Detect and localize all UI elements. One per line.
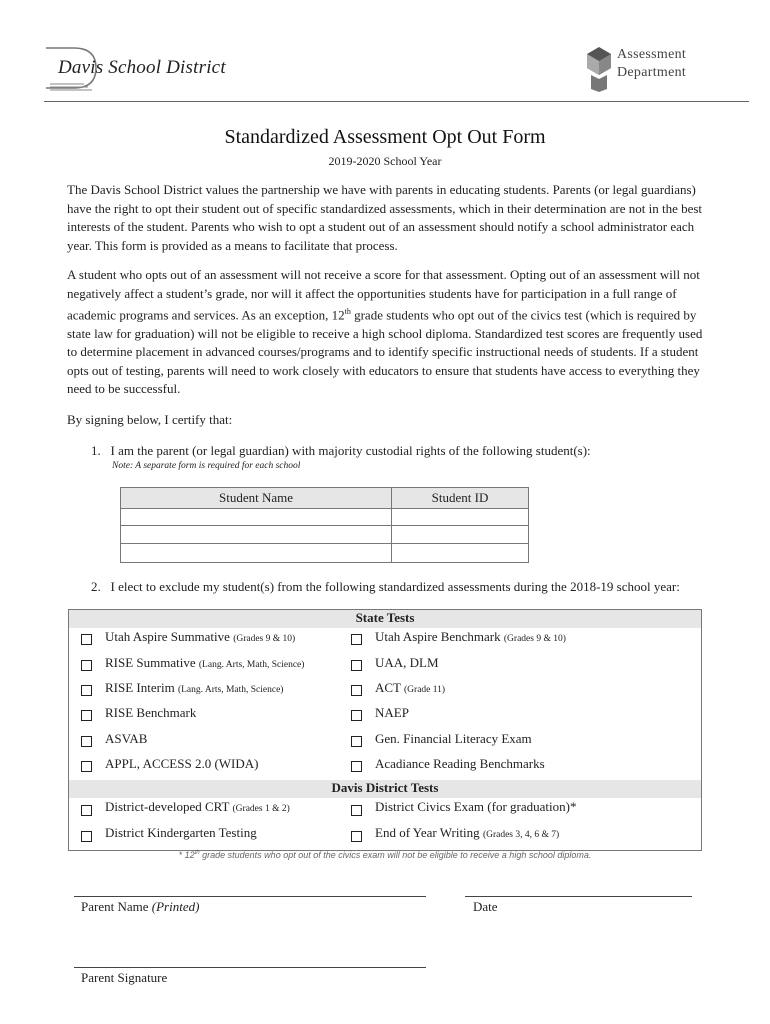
para2-part2: grade students who opt out of the civics test (which is required by state law for graduation) will not be eligible to receive a high school diploma. Standardized test scores are frequently used to determine placement in advanced courses/programs and to identify specific instructional needs of students. If a student opts out of testing, parents will need to work closely with educators to ensure that students have access to everything they need to be successful. xyxy=(67,307,703,397)
test-name: Utah Aspire Summative xyxy=(105,629,230,644)
separate-form-note: Note: A separate form is required for each school xyxy=(112,461,301,471)
test-name: District-developed CRT xyxy=(105,799,230,814)
printed-suffix: (Printed) xyxy=(151,899,200,914)
page-title: Standardized Assessment Opt Out Form xyxy=(224,126,546,148)
test-option xyxy=(375,825,559,841)
checkbox[interactable] xyxy=(81,685,92,696)
student-table xyxy=(120,487,529,563)
test-option xyxy=(105,655,304,671)
test-detail: (Grades 9 & 10) xyxy=(233,634,296,644)
student-id-header: Student ID xyxy=(431,490,489,505)
test-detail: (Grades 3, 4, 6 & 7) xyxy=(482,830,560,840)
test-option xyxy=(375,731,532,747)
test-option xyxy=(375,629,566,645)
test-option xyxy=(375,655,439,671)
test-option xyxy=(105,756,259,772)
parent-name-label xyxy=(81,899,199,915)
item-1-text: I am the parent (or legal guardian) with majority custodial rights of the following student(s): xyxy=(110,443,591,458)
certify-statement: By signing below, I certify that: xyxy=(67,412,233,427)
checkbox[interactable] xyxy=(351,660,362,671)
student-name-header: Student Name xyxy=(218,490,293,505)
test-name: Gen. Financial Literacy Exam xyxy=(375,731,532,746)
student-id-input-1[interactable] xyxy=(392,509,528,525)
checkbox[interactable] xyxy=(351,634,362,645)
student-id-input-2[interactable] xyxy=(392,526,528,543)
footnote-post: grade students who opt out of the civics exam will not be eligible to receive a high school diploma. xyxy=(199,850,592,860)
test-name: RISE Summative xyxy=(105,655,196,670)
test-name: Acadiance Reading Benchmarks xyxy=(375,756,545,771)
checkbox[interactable] xyxy=(81,831,92,842)
student-name-input-3[interactable] xyxy=(121,544,391,561)
checkbox[interactable] xyxy=(81,660,92,671)
district-logo xyxy=(44,44,244,94)
parent-name-label-text: Parent Name xyxy=(81,899,149,914)
student-name-input-1[interactable] xyxy=(121,509,391,525)
test-name: ACT xyxy=(375,680,401,695)
parent-name-line[interactable] xyxy=(74,896,426,897)
test-option xyxy=(375,799,576,815)
para2-part1: A student who opts out of an assessment will not receive a score for that assessment. Opting out of an assessment will not negatively affect a student’s grade, nor will it affect the opportunities students have for participation in a full range of academic programs and services. As an exception, 12 xyxy=(67,267,700,323)
item-1 xyxy=(91,443,591,459)
state-tests-header: State Tests xyxy=(69,610,701,628)
test-option xyxy=(105,731,147,747)
test-name: ASVAB xyxy=(105,731,148,746)
test-name: RISE Benchmark xyxy=(105,705,197,720)
item-2 xyxy=(91,579,680,595)
test-name: NAEP xyxy=(375,705,409,720)
test-name: Utah Aspire Benchmark xyxy=(375,629,501,644)
test-name: RISE Interim xyxy=(105,680,175,695)
date-label: Date xyxy=(473,899,498,914)
item-2-text: I elect to exclude my student(s) from the following standardized assessments during the 2018-19 school year: xyxy=(110,579,680,594)
test-detail: (Grade 11) xyxy=(404,685,446,695)
test-option xyxy=(105,825,257,841)
checkbox[interactable] xyxy=(351,805,362,816)
assessment-department-logo xyxy=(585,45,725,93)
checkbox[interactable] xyxy=(351,761,362,772)
parent-signature-line[interactable] xyxy=(74,967,426,968)
test-detail: (Lang. Arts, Math, Science) xyxy=(177,685,284,695)
test-detail: (Lang. Arts, Math, Science) xyxy=(198,660,305,670)
test-name: APPL, ACCESS 2.0 (WIDA) xyxy=(105,756,259,771)
test-name: End of Year Writing xyxy=(375,825,480,840)
test-name: UAA, DLM xyxy=(375,655,439,670)
test-option xyxy=(375,705,409,721)
checkbox[interactable] xyxy=(81,634,92,645)
footnote-sup: th xyxy=(194,850,200,856)
checkbox[interactable] xyxy=(81,805,92,816)
test-option xyxy=(105,799,290,815)
student-id-input-3[interactable] xyxy=(392,544,528,561)
test-detail: (Grades 1 & 2) xyxy=(232,804,290,814)
item-1-number: 1. xyxy=(91,443,101,458)
parent-signature-label: Parent Signature xyxy=(81,970,168,985)
district-name: Davis School District xyxy=(58,57,226,78)
civics-footnote xyxy=(0,850,770,860)
dept-name-line1: Assessment xyxy=(617,47,687,62)
student-name-input-2[interactable] xyxy=(121,526,391,543)
test-name: District Kindergarten Testing xyxy=(105,825,257,840)
checkbox[interactable] xyxy=(81,761,92,772)
header-divider xyxy=(44,101,749,102)
intro-paragraph: The Davis School District values the partnership we have with parents in educating students. Parents (or legal guardians) have the right to opt their student out of specific standardized assessments, which in their determination are not in the best interests of the student. Parents who wish to opt a student out of an assessment should notify a school administrator each year. This form is provided as a means to facilitate that process. xyxy=(67,182,703,253)
checkbox[interactable] xyxy=(351,685,362,696)
opt-out-consequence-paragraph xyxy=(67,266,707,399)
checkbox[interactable] xyxy=(351,710,362,721)
test-option xyxy=(105,705,196,721)
dept-name-line2: Department xyxy=(617,65,687,80)
school-year: 2019-2020 School Year xyxy=(328,154,442,168)
cube-logo-icon xyxy=(585,45,613,93)
test-option xyxy=(375,756,545,772)
checkbox[interactable] xyxy=(351,831,362,842)
test-name: District Civics Exam (for graduation)* xyxy=(375,799,577,814)
tests-table xyxy=(68,609,702,851)
test-option xyxy=(105,680,283,696)
date-line[interactable] xyxy=(465,896,692,897)
district-tests-header: Davis District Tests xyxy=(69,780,701,798)
checkbox[interactable] xyxy=(81,736,92,747)
checkbox[interactable] xyxy=(351,736,362,747)
checkbox[interactable] xyxy=(81,710,92,721)
para2-sup: th xyxy=(344,307,351,316)
test-option xyxy=(375,680,445,696)
test-option xyxy=(105,629,295,645)
test-detail: (Grades 9 & 10) xyxy=(503,634,566,644)
footnote-pre: * 12 xyxy=(178,850,195,860)
item-2-number: 2. xyxy=(91,579,101,594)
